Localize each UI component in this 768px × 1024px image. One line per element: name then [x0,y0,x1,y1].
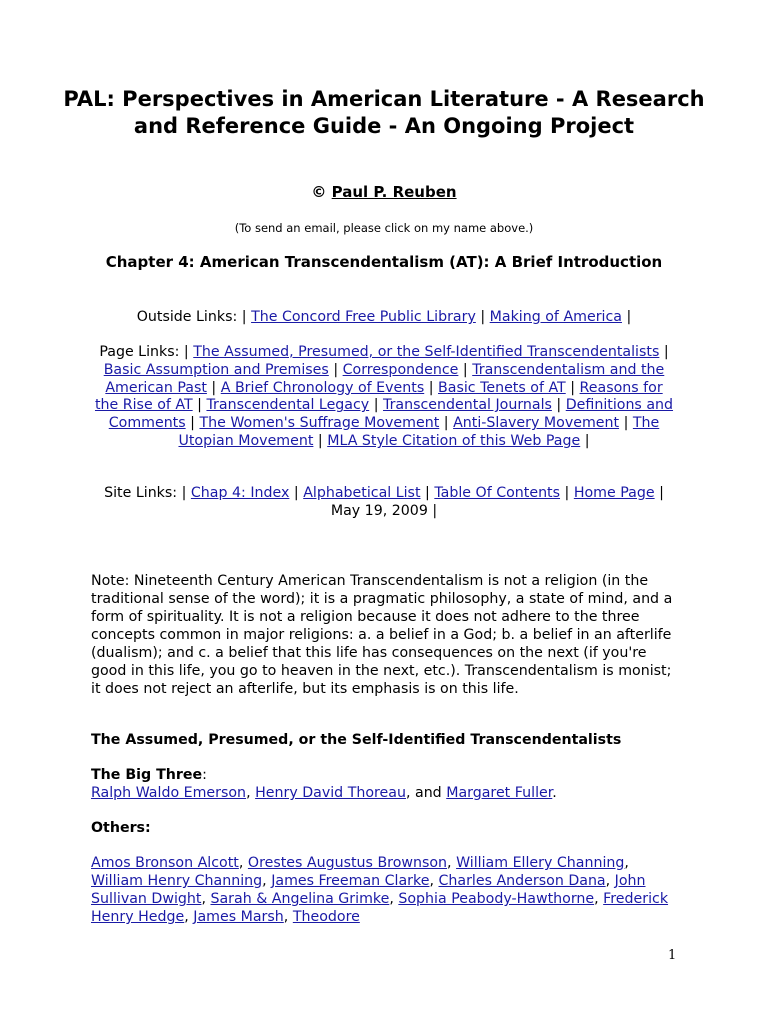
and-word: and [415,785,442,801]
link-theodore[interactable]: Theodore [292,909,360,925]
author-line [0,182,768,202]
link-grimke[interactable]: Sarah & Angelina Grimke [210,891,390,907]
link-alphabetical-list[interactable]: Alphabetical List [303,485,421,501]
others-list: Amos Bronson Alcott, Orestes Augustus Brownson, William Ellery Channing, William Henry Channing, James Freeman Clarke, Charles Anderson Dana, John Sullivan Dwight, Sarah & Angelina Grimke, Sophia Peabody-Hawthorne, Frederick Henry Hedge, James Marsh, Theodore [91,855,669,925]
link-peabody-hawthorne[interactable]: Sophia Peabody-Hawthorne [398,891,595,907]
link-chap4-index[interactable]: Chap 4: Index [190,485,290,501]
section-heading: The Assumed, Presumed, or the Self-Identified Transcendentalists [91,732,622,748]
note-paragraph: Note: Nineteenth Century American Transcendentalism is not a religion (in the traditional sense of the word); it is a pragmatic philosophy, a state of mind, and a form of spirituality. It is not a religion because it does not adhere to the three concepts common in major religions: a. a belief in a God; b. a belief in an afterlife (dualism); and c. a belief that this life has consequences on the next (if you're good in this life, you go to heaven in the next, etc.). Transcendentalism is monist; it does not reject an afterlife, but its emphasis is on this life. [91,573,673,697]
site-links-label: Site Links: [104,485,178,501]
link-home-page[interactable]: Home Page [573,485,655,501]
link-dana[interactable]: Charles Anderson Dana [438,873,606,889]
link-basic-assumption[interactable]: Basic Assumption and Premises [103,361,329,378]
others-heading: Others: [91,820,151,836]
link-womens-suffrage[interactable]: The Women's Suffrage Movement [199,415,440,432]
page-title: PAL: Perspectives in American Literature - A Research and Reference Guide - An Ongoing Project [63,87,705,138]
link-emerson[interactable]: Ralph Waldo Emerson [91,785,247,801]
chapter-title: Chapter 4: American Transcendentalism (AT): A Brief Introduction [105,253,663,271]
site-links: Site Links: | Chap 4: Index | Alphabetical List | Table Of Contents | Home Page | May 19, 2009 | [104,485,664,519]
link-assumed-transcendentalists[interactable]: The Assumed, Presumed, or the Self-Identified Transcendentalists [193,344,660,360]
link-thoreau[interactable]: Henry David Thoreau [255,785,406,801]
link-making-of-america[interactable]: Making of America [489,309,622,325]
link-chronology[interactable]: A Brief Chronology of Events [220,379,425,396]
page-links: Page Links: | The Assumed, Presumed, or the Self-Identified Transcendentalists | Basic Assumption and Premises | Correspondence | Transcendentalism and the American Past | A Brief Chronology of Events | Basic Tenets of AT | Reasons for the Rise of AT | Transcendental Legacy | Transcendental Journals | Definitions and Comments | The Women's Suffrage Movement | Anti-Slavery Movement | The Utopian Movement | MLA Style Citation of this Web Page | [94,344,674,449]
email-note: (To send an email, please click on my name above.) [234,221,534,235]
link-journals[interactable]: Transcendental Journals [383,397,552,414]
link-marsh[interactable]: James Marsh [193,909,284,925]
link-we-channing[interactable]: William Ellery Channing [456,855,625,871]
big-three-heading: The Big Three [91,767,203,783]
link-table-of-contents[interactable]: Table Of Contents [434,485,561,501]
link-legacy[interactable]: Transcendental Legacy [206,397,370,414]
link-fuller[interactable]: Margaret Fuller [446,785,553,801]
big-three-heading-line [91,766,681,784]
big-three-colon: : [202,767,207,783]
link-dwight[interactable]: John Sullivan Dwight [91,873,646,907]
link-definitions[interactable]: Definitions and Comments [108,397,674,432]
copyright-symbol: © [311,183,327,201]
link-hedge[interactable]: Frederick Henry Hedge [91,891,669,925]
outside-links: Outside Links: | The Concord Free Public Library | Making of America | [136,309,632,325]
outside-links-label: Outside Links: [136,309,238,325]
big-three-list: Ralph Waldo Emerson, Henry David Thoreau, and Margaret Fuller. [91,785,557,801]
link-alcott[interactable]: Amos Bronson Alcott [91,855,239,871]
link-correspondence[interactable]: Correspondence [342,361,459,378]
link-american-past[interactable]: Transcendentalism and the American Past [105,361,665,396]
link-clarke[interactable]: James Freeman Clarke [271,873,430,889]
link-brownson[interactable]: Orestes Augustus Brownson [247,855,448,871]
link-reasons-rise[interactable]: Reasons for the Rise of AT [94,379,663,414]
page-number: 1 [668,948,677,963]
link-wh-channing[interactable]: William Henry Channing [91,873,263,889]
link-basic-tenets[interactable]: Basic Tenets of AT [438,379,566,396]
link-anti-slavery[interactable]: Anti-Slavery Movement [453,415,620,432]
page-links-label: Page Links: [99,344,180,360]
page-date: May 19, 2009 [330,502,428,519]
link-concord-library[interactable]: The Concord Free Public Library [251,309,476,325]
link-utopian[interactable]: The Utopian Movement [178,415,660,449]
link-mla-citation[interactable]: MLA Style Citation of this Web Page [327,432,581,449]
author-email-link[interactable]: Paul P. Reuben [331,183,457,201]
